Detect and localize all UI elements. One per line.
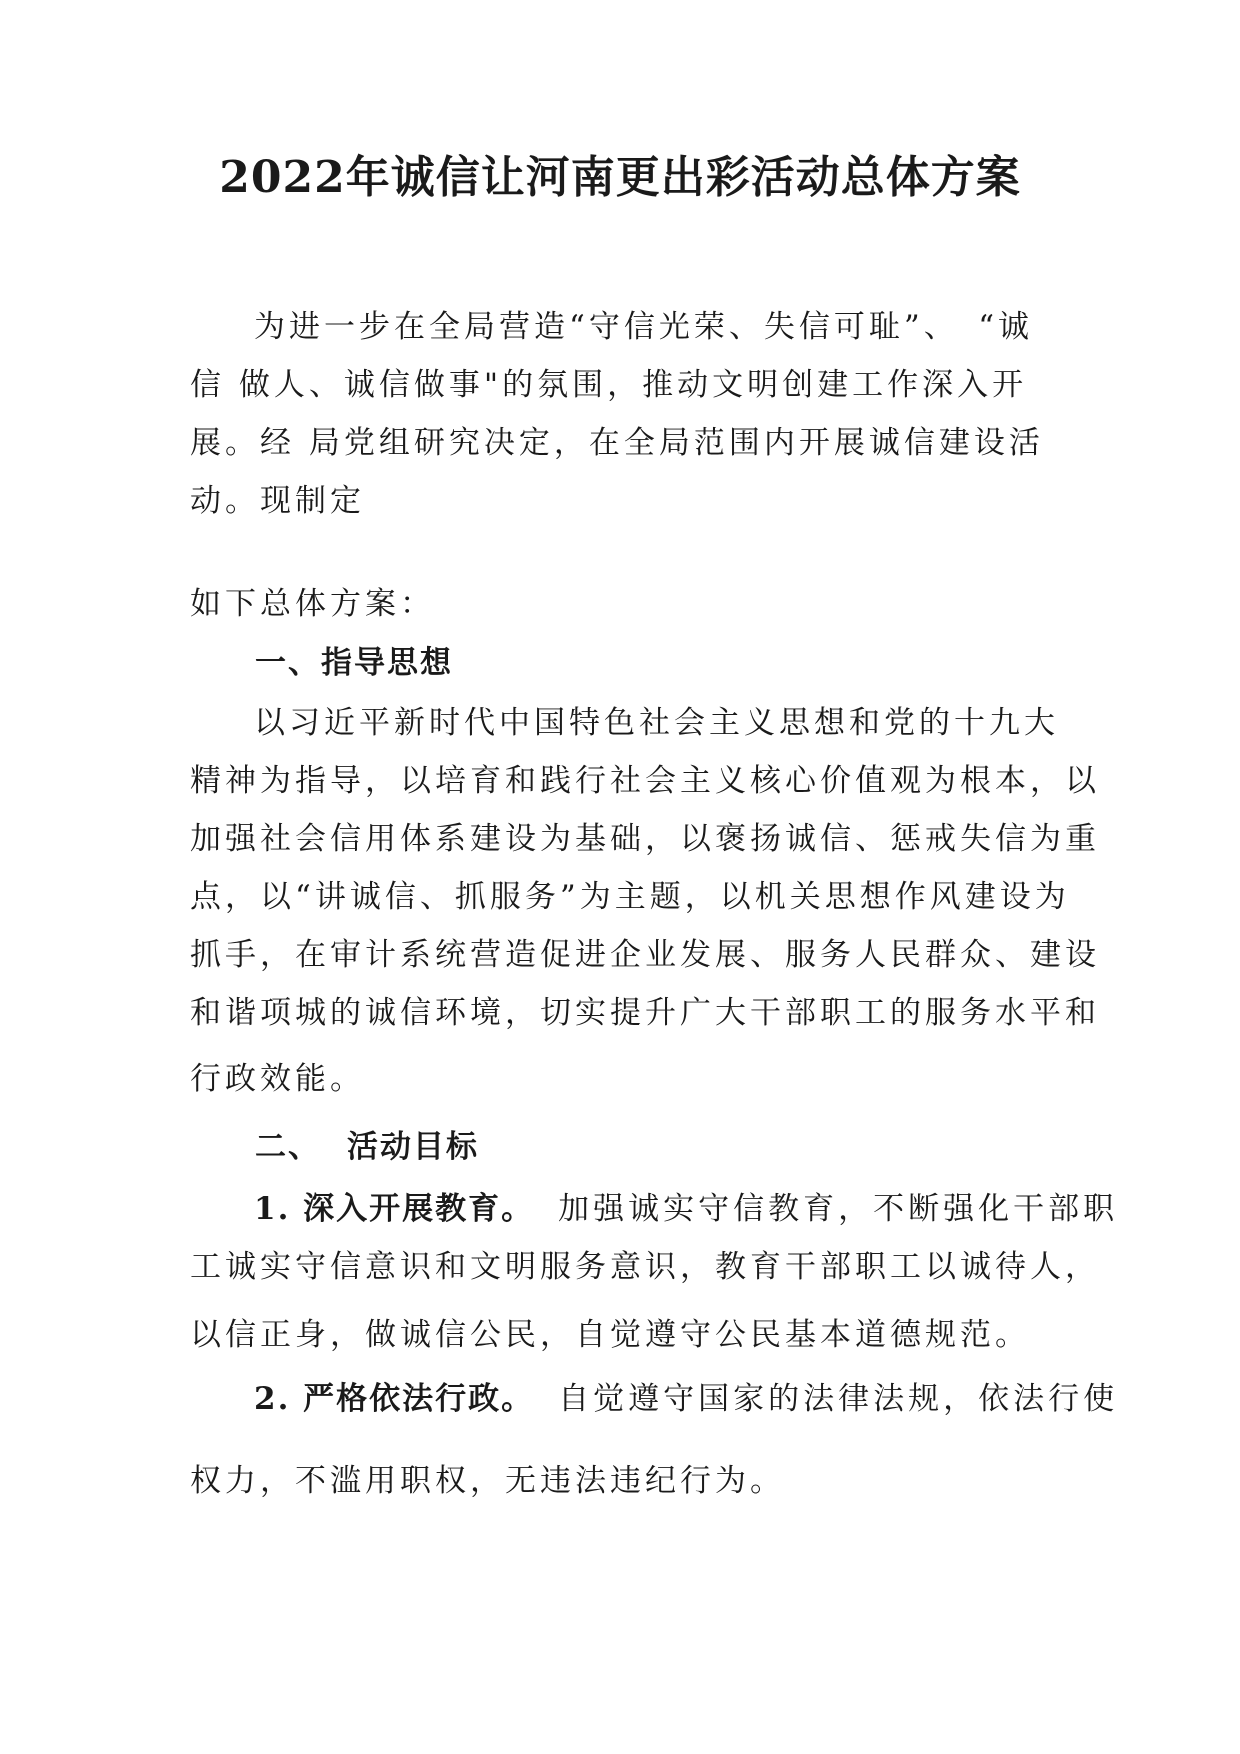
item-1-paragraph <box>190 1180 1119 1296</box>
item-1-line-3: 以信正身，做诚信公民，自觉遵守公民基本道德规范。 <box>190 1317 1030 1353</box>
item-2-line-1: 自觉遵守国家的法律法规，依法行使 <box>558 1381 1119 1417</box>
item-2-line-2-block <box>190 1452 1050 1510</box>
section-1-line: 点，以“讲诚信、抓服务”为主题，以机关思想作风建设为 <box>190 879 1070 915</box>
item-1-line-2: 工诚实守信意识和文明服务意识，教育干部职工以诚待人， <box>190 1249 1100 1285</box>
item-1-line-1: 加强诚实守信教育，不断强化干部职 <box>558 1191 1119 1227</box>
section-1-line: 抓手，在审计系统营造促进企业发展、服务人民群众、建设 <box>190 937 1100 973</box>
section-1-line: 行政效能。 <box>190 1061 365 1097</box>
intro-paragraph <box>190 298 1050 530</box>
intro-line-5: 如下总体方案： <box>190 586 435 622</box>
section-1-line: 和谐项城的诚信环境，切实提升广大干部职工的服务水平和 <box>190 995 1100 1031</box>
section-1-paragraph <box>190 694 1100 1042</box>
document-title: 2022年诚信让河南更出彩活动总体方案 <box>219 152 1021 203</box>
item-2-lead: 2. 严格依法行政。 <box>254 1381 535 1417</box>
section-1-line: 以习近平新时代中国特色社会主义思想和党的十九大 <box>254 705 1059 741</box>
intro-line-4: 动。现制定 <box>190 483 365 519</box>
item-2-paragraph <box>190 1370 1119 1428</box>
section-1-heading: 一、指导思想 <box>255 645 453 681</box>
item-2-line-2: 权力，不滥用职权，无违法违纪行为。 <box>190 1463 785 1499</box>
section-1-line: 精神为指导，以培育和践行社会主义核心价值观为根本，以 <box>190 763 1100 799</box>
section-1-line: 加强社会信用体系建设为基础，以褒扬诚信、惩戒失信为重 <box>190 821 1100 857</box>
item-1-lead: 1. 深入开展教育。 <box>254 1191 535 1227</box>
item-1-line-3-block <box>190 1306 1050 1364</box>
intro-line-3: 展。经 局党组研究决定，在全局范围内开展诚信建设活 <box>190 425 1044 461</box>
intro-line-5-block <box>190 575 1050 633</box>
section-2-heading <box>255 1118 479 1176</box>
section-1-last-line-block <box>190 1050 1050 1108</box>
intro-line-1: 为进一步在全局营造“守信光荣、失信可耻”、 “诚 <box>254 309 1034 345</box>
section-2-heading-text: 活动目标 <box>347 1129 479 1165</box>
section-2-heading-number: 二、 <box>255 1129 321 1165</box>
intro-line-2: 信 做人、诚信做事"的氛围，推动文明创建工作深入开 <box>190 367 1028 403</box>
